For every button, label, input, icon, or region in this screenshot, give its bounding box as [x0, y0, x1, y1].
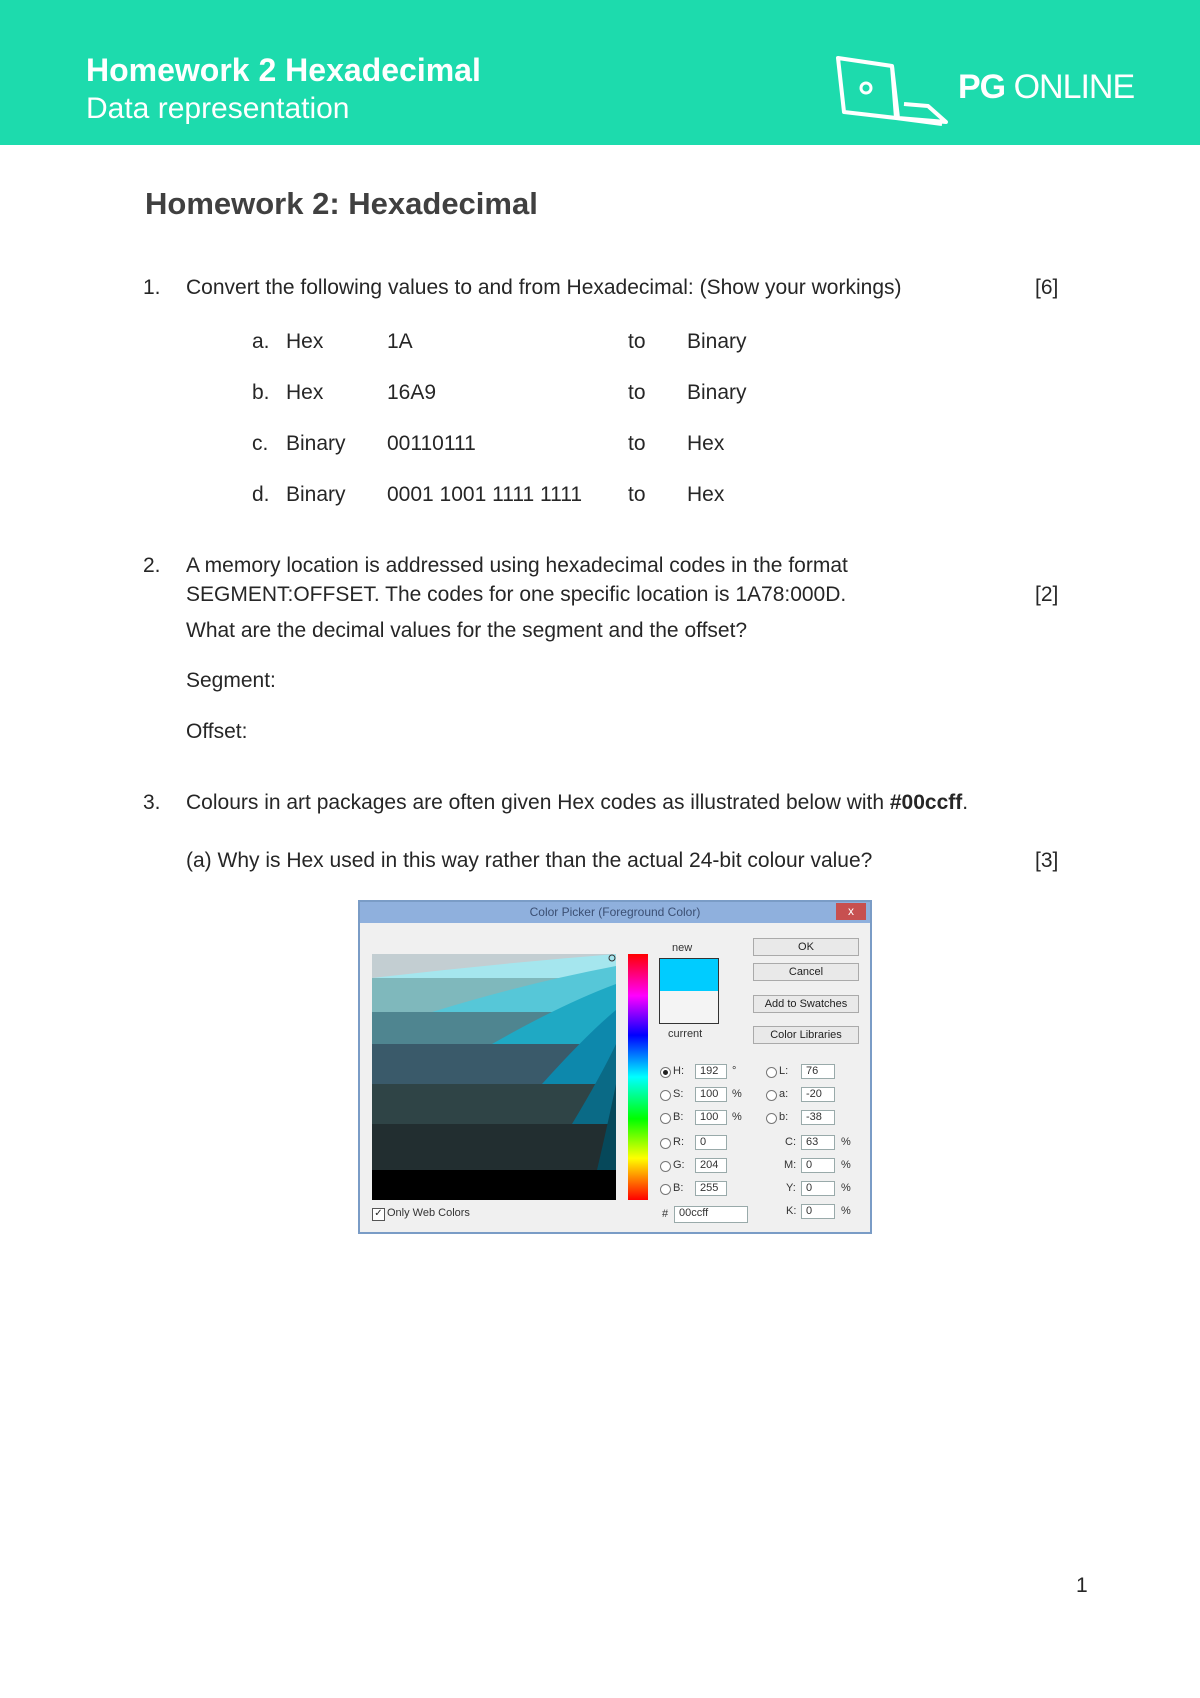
blue-label: B: — [673, 1182, 684, 1194]
black-label: K: — [786, 1205, 797, 1217]
q2-offset-label: Offset: — [186, 720, 248, 743]
q1-marks: [6] — [1035, 276, 1059, 299]
cyan-label: C: — [785, 1136, 796, 1148]
magenta-label: M: — [784, 1159, 797, 1171]
brightness-field[interactable]: 100 — [695, 1110, 727, 1125]
saturation-unit: % — [732, 1088, 742, 1100]
yellow-label: Y: — [786, 1182, 796, 1194]
add-to-swatches-button[interactable]: Add to Swatches — [753, 995, 859, 1013]
color-swatch-preview — [659, 958, 719, 1024]
black-field[interactable]: 0 — [801, 1204, 835, 1219]
item-target: Hex — [687, 483, 725, 506]
hex-field[interactable]: 00ccff — [674, 1206, 748, 1223]
ok-button[interactable]: OK — [753, 938, 859, 956]
brand-wordmark — [958, 68, 1134, 107]
green-label: G: — [673, 1159, 685, 1171]
laptop-logo-icon — [832, 52, 952, 128]
red-label: R: — [673, 1136, 684, 1148]
dialog-titlebar — [360, 902, 870, 923]
saturation-field[interactable]: 100 — [695, 1087, 727, 1102]
lightness-label: L: — [779, 1065, 789, 1077]
header-banner — [0, 0, 1200, 145]
document-title: Homework 2: Hexadecimal — [145, 186, 538, 221]
new-color-swatch — [660, 959, 718, 991]
brightness-label: B: — [673, 1111, 684, 1123]
hue-radio[interactable] — [660, 1067, 671, 1078]
cyan-unit: % — [841, 1136, 851, 1148]
lightness-field[interactable]: 76 — [801, 1064, 835, 1079]
item-value: 16A9 — [387, 381, 437, 404]
hue-slider[interactable] — [628, 954, 648, 1200]
brand-bold: PG — [958, 68, 1006, 106]
q2-segment-label: Segment: — [186, 669, 276, 692]
a-channel-radio[interactable] — [766, 1090, 777, 1101]
q2-line1: A memory location is addressed using hexadecimal codes in the format — [186, 554, 848, 577]
item-target: Hex — [687, 432, 725, 455]
q2-line3: What are the decimal values for the segment and the offset? — [186, 619, 748, 642]
q2-marks: [2] — [1035, 583, 1059, 606]
blue-field[interactable]: 255 — [695, 1181, 727, 1196]
q3-text-main: Colours in art packages are often given Hex codes as illustrated below with — [186, 791, 890, 814]
a-channel-field[interactable]: -20 — [801, 1087, 835, 1102]
b-channel-label: b: — [779, 1111, 789, 1123]
brightness-unit: % — [732, 1111, 742, 1123]
dialog-title: Color Picker (Foreground Color) — [529, 905, 701, 919]
item-letter: b. — [252, 381, 270, 404]
q1-text: Convert the following values to and from Hexadecimal: (Show your workings) — [186, 276, 902, 299]
item-from: Hex — [286, 330, 324, 353]
q3-marks: [3] — [1035, 849, 1059, 872]
cancel-button[interactable]: Cancel — [753, 963, 859, 981]
magenta-unit: % — [841, 1159, 851, 1171]
item-target: Binary — [687, 330, 747, 353]
q3-text-end: . — [962, 791, 969, 814]
color-field[interactable] — [372, 954, 616, 1200]
item-letter: d. — [252, 483, 270, 506]
page-number: 1 — [1076, 1574, 1088, 1597]
item-to: to — [628, 330, 646, 353]
q1-number: 1. — [143, 276, 161, 299]
close-icon[interactable]: x — [836, 903, 866, 920]
item-value: 0001 1001 1111 1111 — [387, 483, 583, 506]
lightness-radio[interactable] — [766, 1067, 777, 1078]
cyan-field[interactable]: 63 — [801, 1135, 835, 1150]
blue-radio[interactable] — [660, 1184, 671, 1195]
yellow-field[interactable]: 0 — [801, 1181, 835, 1196]
b-channel-radio[interactable] — [766, 1113, 777, 1124]
item-value: 00110111 — [387, 432, 476, 455]
saturation-radio[interactable] — [660, 1090, 671, 1101]
item-value: 1A — [387, 330, 413, 353]
brightness-radio[interactable] — [660, 1113, 671, 1124]
green-radio[interactable] — [660, 1161, 671, 1172]
hex-hash-label: # — [662, 1208, 669, 1220]
q2-number: 2. — [143, 554, 161, 577]
color-picker-dialog — [358, 900, 872, 1234]
q3-hex-code: #00ccff — [889, 791, 963, 814]
item-to: to — [628, 381, 646, 404]
hue-label: H: — [673, 1065, 684, 1077]
green-field[interactable]: 204 — [695, 1158, 727, 1173]
item-target: Binary — [687, 381, 747, 404]
hue-unit: ° — [732, 1065, 737, 1077]
header-title: Homework 2 Hexadecimal — [86, 52, 481, 88]
item-to: to — [628, 432, 646, 455]
current-color-swatch — [660, 991, 718, 1023]
q3-text — [186, 791, 968, 815]
current-color-label: current — [668, 1028, 703, 1040]
black-unit: % — [841, 1205, 851, 1217]
item-letter: c. — [252, 432, 269, 455]
color-libraries-button[interactable]: Color Libraries — [753, 1026, 859, 1044]
new-color-label: new — [672, 942, 693, 954]
red-radio[interactable] — [660, 1138, 671, 1149]
q3-number: 3. — [143, 791, 161, 814]
item-from: Binary — [286, 483, 346, 506]
hue-field[interactable]: 192 — [695, 1064, 727, 1079]
yellow-unit: % — [841, 1182, 851, 1194]
q3-part-a: (a) Why is Hex used in this way rather than the actual 24-bit colour value? — [186, 849, 873, 872]
header-subtitle: Data representation — [86, 92, 350, 125]
magenta-field[interactable]: 0 — [801, 1158, 835, 1173]
item-to: to — [628, 483, 646, 506]
b-channel-field[interactable]: -38 — [801, 1110, 835, 1125]
brand-light: ONLINE — [1013, 68, 1135, 106]
saturation-label: S: — [673, 1088, 684, 1100]
q2-line2: SEGMENT:OFFSET. The codes for one specific location is 1A78:000D. — [186, 583, 847, 606]
item-letter: a. — [252, 330, 270, 353]
item-from: Hex — [286, 381, 324, 404]
red-field[interactable]: 0 — [695, 1135, 727, 1150]
web-colors-label: Only Web Colors — [387, 1207, 470, 1219]
a-channel-label: a: — [779, 1088, 789, 1100]
web-colors-checkbox[interactable]: ✓ — [372, 1208, 385, 1221]
item-from: Binary — [286, 432, 346, 455]
